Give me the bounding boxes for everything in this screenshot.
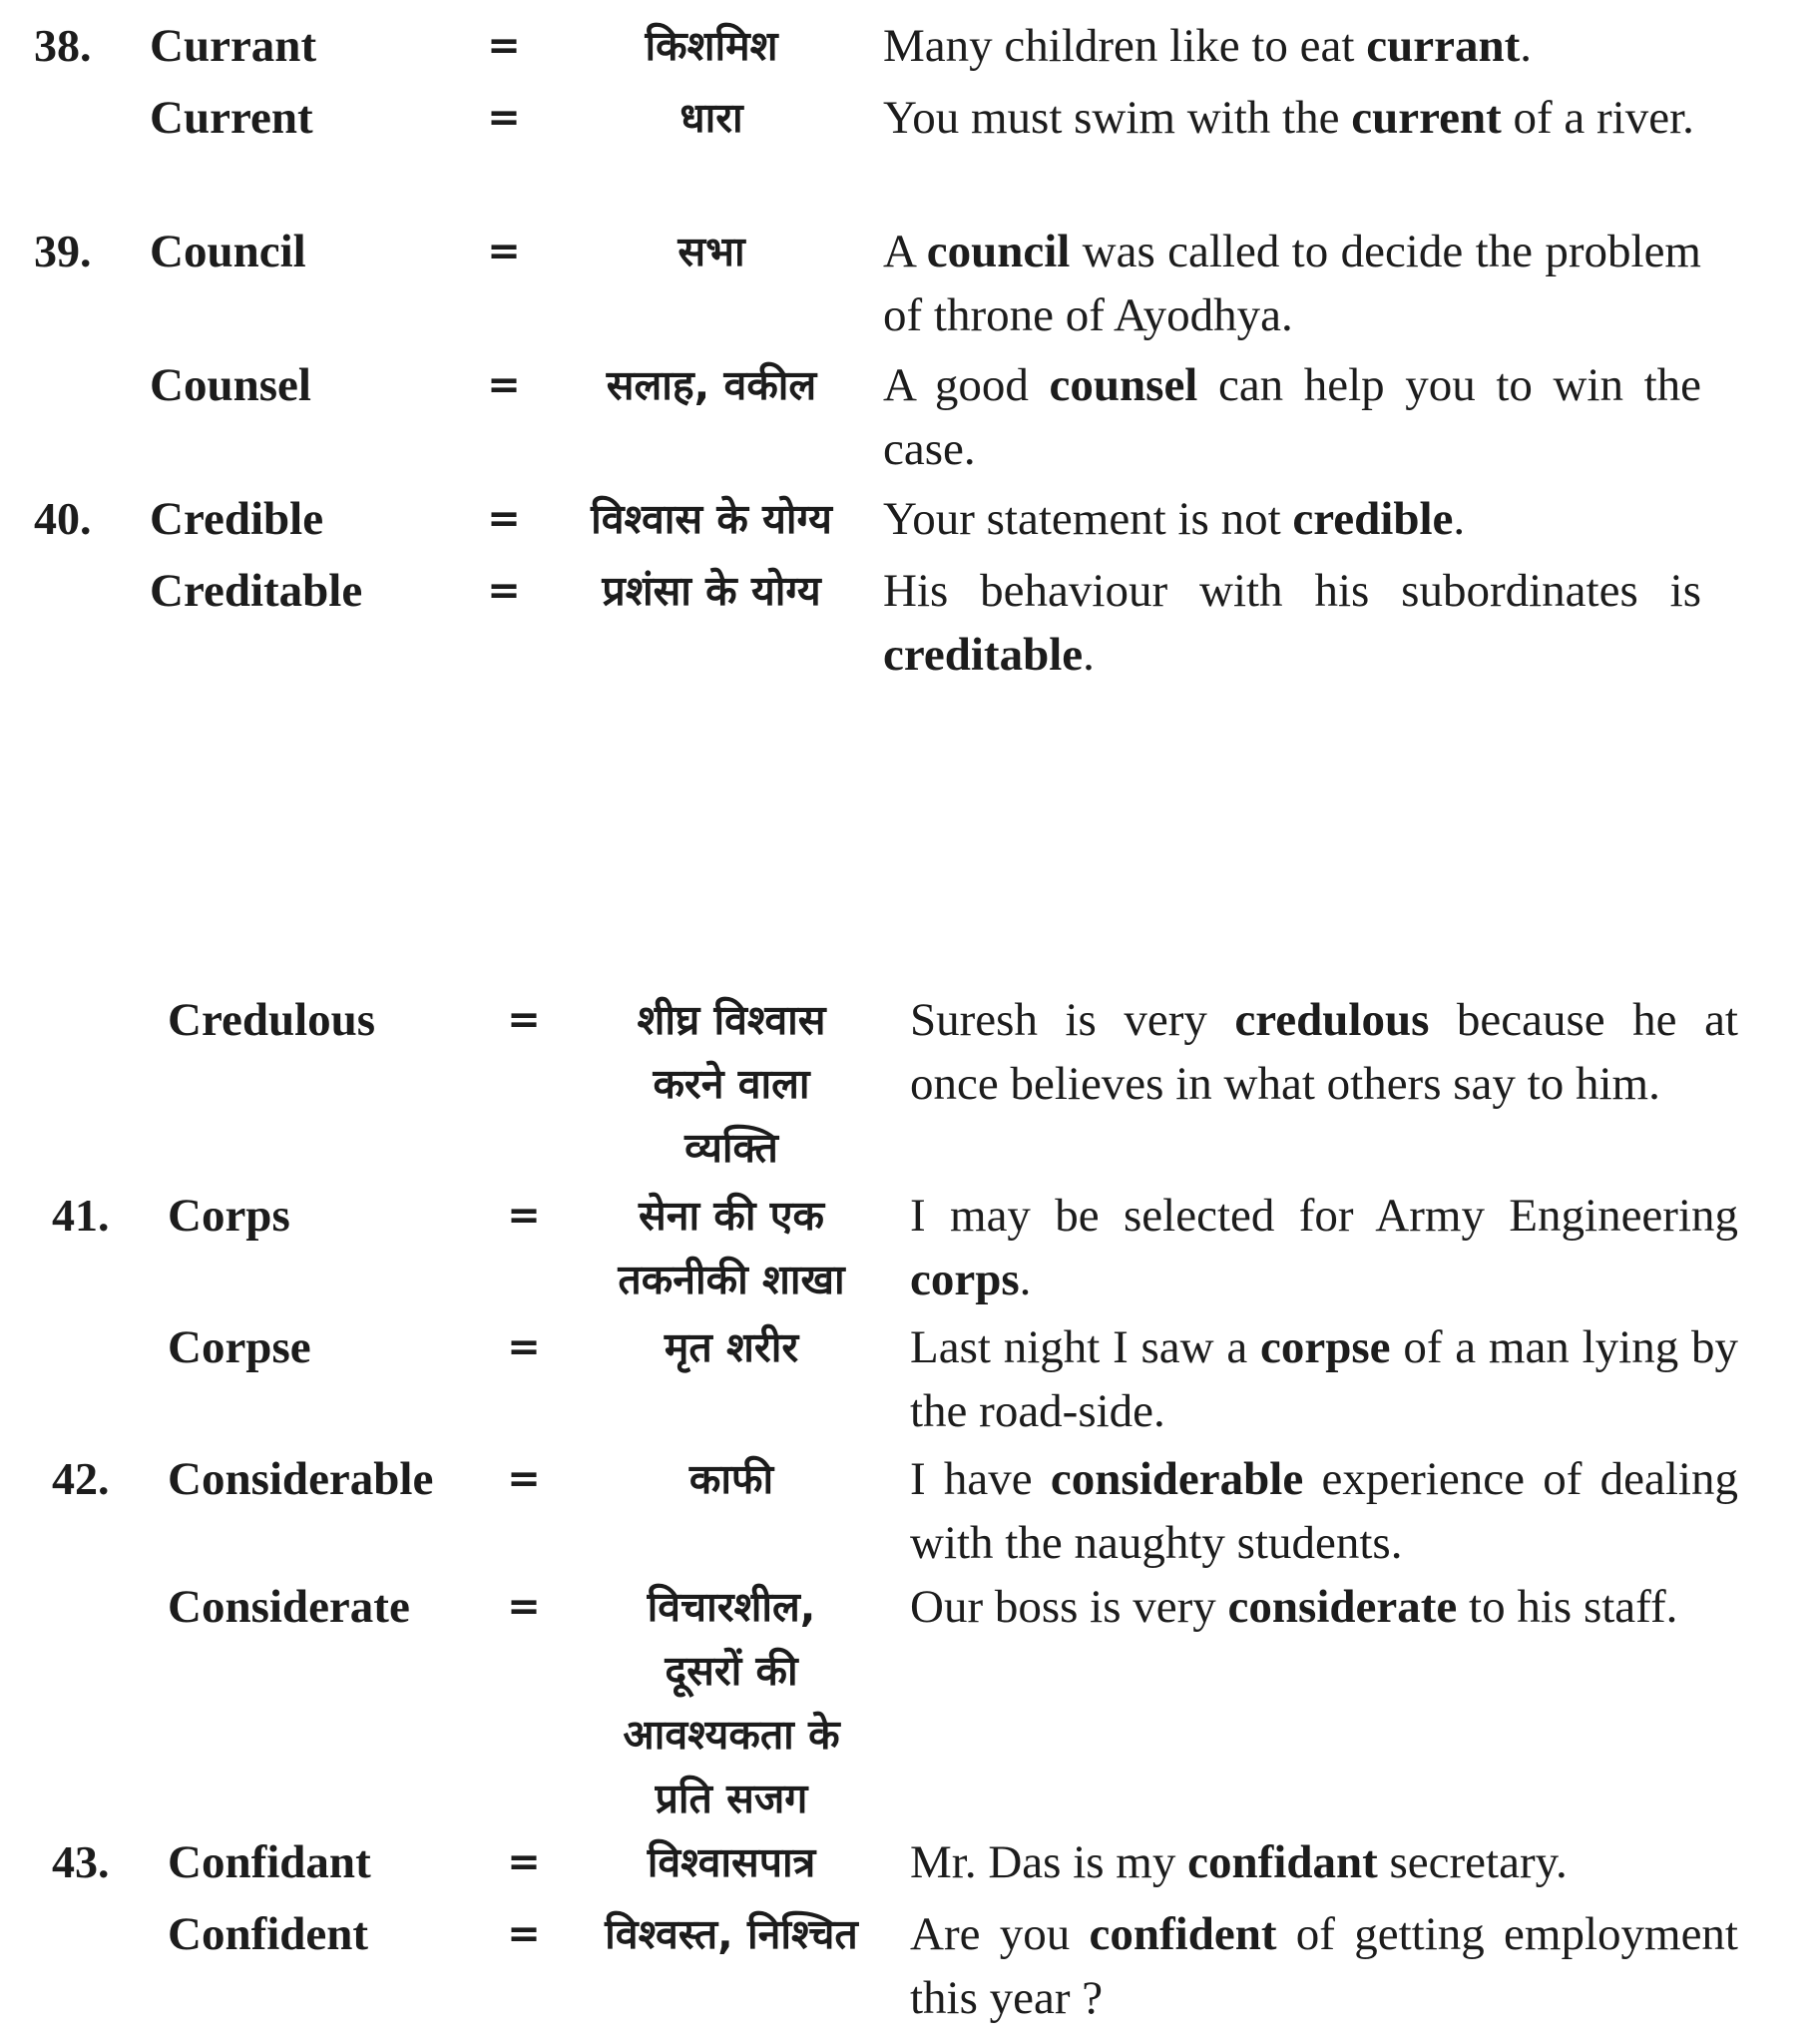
example-sentence (883, 220, 1701, 347)
english-word: Corps (168, 1190, 290, 1242)
entry-corpse (0, 1315, 1817, 1447)
sentence-text: A (883, 226, 927, 277)
sentence-text: Are you (910, 1908, 1090, 1960)
hindi-meaning: सभा (678, 228, 745, 275)
example-sentence (883, 14, 1701, 78)
vocab-block-1 (0, 14, 1817, 693)
equals-sign: = (507, 1911, 541, 1957)
sentence-keyword: confident (1089, 1908, 1277, 1960)
sentence-text: A good (883, 359, 1050, 411)
example-sentence (910, 988, 1738, 1116)
sentence-text: Mr. Das is my (910, 1836, 1188, 1888)
example-sentence (910, 1315, 1738, 1443)
hindi-meaning: सेना की एक तकनीकी शाखा (618, 1192, 845, 1303)
hindi-meaning: मृत शरीर (664, 1323, 799, 1371)
english-word: Confident (168, 1908, 369, 1960)
entry-number: 42. (52, 1453, 110, 1504)
equals-sign: = (487, 362, 521, 408)
example-sentence (883, 559, 1701, 687)
entry-confidant (0, 1830, 1817, 1902)
equals-sign: = (487, 568, 521, 614)
sentence-text: Last night I saw a (910, 1321, 1261, 1373)
hindi-meaning: काफी (688, 1455, 774, 1503)
sentence-text: experience of dealing with the naughty students. (910, 1453, 1738, 1569)
english-word: Confidant (168, 1836, 371, 1888)
english-word: Currant (150, 20, 317, 72)
sentence-text: . (1520, 20, 1532, 72)
sentence-keyword: confidant (1187, 1836, 1378, 1888)
sentence-text: I may be selected for Army Engineering (910, 1190, 1738, 1242)
sentence-keyword: corpse (1260, 1321, 1391, 1373)
entry-considerate (0, 1575, 1817, 1830)
sentence-text: of getting employment this year ? (910, 1908, 1738, 2024)
sentence-text: Many children like to eat (883, 20, 1367, 72)
example-sentence (910, 1575, 1738, 1639)
entry-number: 39. (34, 226, 92, 276)
sentence-keyword: considerate (1227, 1581, 1458, 1633)
hindi-meaning: प्रशंसा के योग्य (602, 567, 821, 615)
sentence-text: to his staff. (1457, 1581, 1678, 1633)
sentence-keyword: credible (1292, 493, 1454, 545)
entry-credulous (0, 988, 1817, 1184)
entry-currant (0, 14, 1817, 86)
english-word: Current (150, 92, 313, 144)
english-word: Council (150, 226, 306, 277)
hindi-meaning: विश्वासपात्र (647, 1838, 816, 1886)
sentence-keyword: council (926, 226, 1071, 277)
hindi-meaning: सलाह, वकील (606, 361, 817, 409)
sentence-keyword: currant (1366, 20, 1521, 72)
entry-number: 40. (34, 493, 92, 544)
entry-confident (0, 1902, 1817, 2032)
sentence-text: His behaviour with his subordinates is (883, 565, 1701, 617)
equals-sign: = (507, 1839, 541, 1885)
english-word: Considerate (168, 1581, 410, 1633)
entry-council (0, 220, 1817, 353)
equals-sign: = (507, 1584, 541, 1630)
english-word: Creditable (150, 565, 363, 617)
equals-sign: = (507, 1456, 541, 1502)
equals-sign: = (507, 1193, 541, 1239)
sentence-text: of a man lying by the road-side. (910, 1321, 1738, 1437)
sentence-text: secretary. (1377, 1836, 1568, 1888)
sentence-text: of a river. (1501, 92, 1694, 144)
english-word: Considerable (168, 1453, 434, 1505)
sentence-keyword: considerable (1050, 1453, 1304, 1505)
entry-corps (0, 1184, 1817, 1315)
sentence-keyword: creditable (883, 629, 1084, 681)
sentence-text: was called to decide the problem of throne of Ayodhya. (883, 226, 1701, 341)
example-sentence (883, 86, 1701, 150)
hindi-meaning: विश्वस्त, निश्चित (605, 1910, 858, 1958)
example-sentence (910, 1902, 1738, 2030)
hindi-meaning: विश्वास के योग्य (591, 495, 832, 543)
entry-counsel (0, 353, 1817, 487)
vocab-block-2 (0, 988, 1817, 2032)
hindi-meaning: शीघ्र विश्वास करने वाला व्यक्ति (637, 996, 826, 1172)
equals-sign: = (487, 229, 521, 274)
equals-sign: = (487, 496, 521, 542)
hindi-meaning: किशमिश (645, 22, 778, 70)
equals-sign: = (487, 23, 521, 69)
sentence-text: You must swim with the (883, 92, 1352, 144)
sentence-text: Our boss is very (910, 1581, 1228, 1633)
sentence-text: can help you to win the case. (883, 359, 1701, 475)
entry-number: 38. (34, 20, 92, 71)
english-word: Corpse (168, 1321, 311, 1373)
sentence-text: . (1453, 493, 1466, 545)
sentence-keyword: corps (910, 1254, 1020, 1305)
entry-number: 41. (52, 1190, 110, 1241)
equals-sign: = (487, 95, 521, 141)
hindi-meaning: धारा (680, 94, 743, 142)
entry-current (0, 86, 1817, 220)
sentence-text: Suresh is very (910, 994, 1235, 1046)
example-sentence (910, 1830, 1738, 1894)
entry-considerable (0, 1447, 1817, 1575)
entry-creditable (0, 559, 1817, 693)
entry-credible (0, 487, 1817, 559)
hindi-meaning: विचारशील, दूसरों की आवश्यकता के प्रति सजग (623, 1583, 840, 1822)
sentence-keyword: current (1351, 92, 1502, 144)
sentence-text: Your statement is not (883, 493, 1293, 545)
example-sentence (910, 1184, 1738, 1311)
sentence-text: . (1019, 1254, 1032, 1305)
example-sentence (910, 1447, 1738, 1575)
sentence-text: because he at once believes in what others say to him. (910, 994, 1738, 1110)
english-word: Credible (150, 493, 324, 545)
english-word: Credulous (168, 994, 376, 1046)
sentence-keyword: credulous (1234, 994, 1430, 1046)
example-sentence (883, 487, 1701, 551)
entry-number: 43. (52, 1836, 110, 1887)
example-sentence (883, 353, 1701, 481)
equals-sign: = (507, 997, 541, 1043)
sentence-text: I have (910, 1453, 1051, 1505)
sentence-keyword: counsel (1049, 359, 1198, 411)
equals-sign: = (507, 1324, 541, 1370)
english-word: Counsel (150, 359, 311, 411)
sentence-text: . (1083, 629, 1095, 681)
